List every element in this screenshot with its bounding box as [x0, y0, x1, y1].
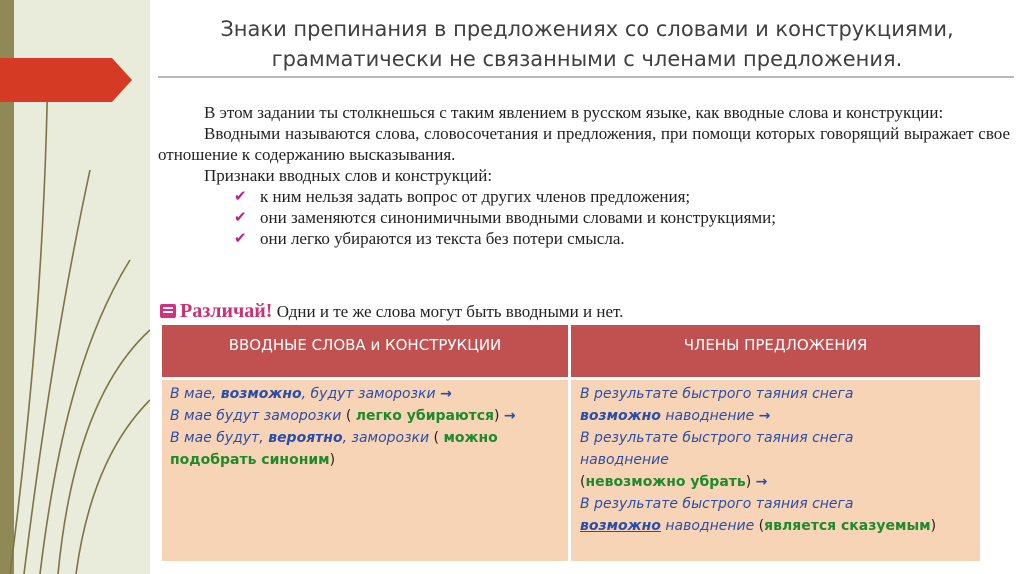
intro-paragraph-2: Вводными называются слова, словосочетания и предложения, при помощи которых говорящий выражает свое отношение к содержанию высказывания.	[158, 124, 1010, 164]
comparison-table	[162, 325, 980, 561]
arrow-right-icon: →	[755, 474, 768, 490]
header-sentence-members: ЧЛЕНЫ ПРЕДЛОЖЕНИЯ	[683, 336, 868, 354]
example-2: В мае будут заморозки ( легко убираются) →	[170, 408, 516, 424]
example-5-note: (невозможно убрать) →	[580, 474, 768, 490]
checkmark-icon: ✔	[234, 208, 247, 226]
example-5-line-1: В результате быстрого таяния снега	[580, 430, 854, 446]
red-arrow-marker	[0, 58, 132, 102]
list-item: ✔ они легко убираются из текста без потери смысла.	[234, 229, 625, 248]
arrow-right-icon: →	[440, 386, 452, 402]
note-label: Различай!	[180, 300, 273, 322]
example-5-line-2: наводнение	[580, 452, 669, 468]
title-line-2: грамматически не связанными с членами предложения.	[271, 47, 903, 71]
sentence-member-examples-cell	[580, 383, 972, 537]
example-1: В мае, возможно, будут заморозки →	[170, 386, 452, 402]
example-3: В мае будут, вероятно, заморозки ( можно подобрать синоним)	[170, 430, 498, 468]
decorative-curves	[10, 60, 150, 574]
list-item: ✔ они заменяются синонимичными вводными словами и конструкциями;	[234, 208, 776, 227]
features-list	[158, 186, 1010, 249]
intro-paragraph-1: В этом задании ты столкнешься с таким явлением в русском языке, как вводные слова и конструкции:	[204, 103, 944, 122]
example-6-line-2: возможно наводнение (является сказуемым)	[580, 518, 937, 534]
example-6-line-1: В результате быстрого таяния снега	[580, 496, 854, 512]
arrow-right-icon: →	[503, 408, 516, 424]
decorative-side-panel	[0, 0, 150, 574]
checkmark-icon: ✔	[234, 187, 247, 205]
checkmark-icon: ✔	[234, 229, 247, 247]
intro-text	[158, 102, 1010, 249]
slide-title	[170, 14, 1004, 74]
title-divider	[158, 76, 1014, 78]
slide	[150, 0, 1024, 574]
distinguish-note	[160, 300, 623, 323]
book-icon	[160, 304, 176, 318]
intro-paragraph-3: Признаки вводных слов и конструкций:	[204, 166, 493, 185]
introductory-examples-cell	[170, 383, 562, 471]
arrow-right-icon: →	[758, 408, 771, 424]
header-introductory: ВВОДНЫЕ СЛОВА и КОНСТРУКЦИИ	[228, 336, 502, 354]
example-4-line-1: В результате быстрого таяния снега	[580, 386, 854, 402]
column-divider	[568, 325, 571, 561]
title-line-1: Знаки препинания в предложениях со словами и конструкциями,	[220, 17, 954, 41]
note-text: Одни и те же слова могут быть вводными и нет.	[276, 302, 624, 321]
example-4-line-2: возможно наводнение →	[580, 408, 771, 424]
list-item: ✔ к ним нельзя задать вопрос от других членов предложения;	[234, 187, 691, 206]
